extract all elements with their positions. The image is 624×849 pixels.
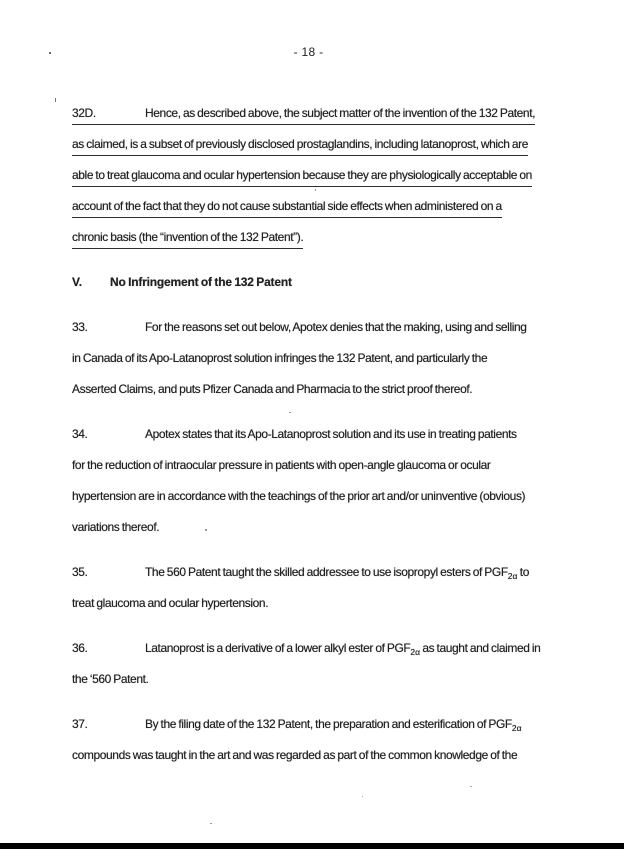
paragraph-33: [72, 312, 624, 405]
paragraph-line: [72, 160, 624, 191]
underlined-text: chronic basis (the “invention of the 132 Patent”).: [72, 230, 303, 249]
paragraph-line: [72, 191, 624, 222]
underlined-text: as claimed, is a subset of previously disclosed prostaglandins, including latanoprost, which are: [72, 137, 528, 156]
paragraph-37: [72, 709, 624, 771]
section-title: No Infringement of the 132 Patent: [110, 275, 292, 289]
paragraph-number: 36.: [72, 641, 88, 655]
paragraph-line: [72, 709, 624, 740]
section-heading-v: [72, 267, 624, 298]
paragraph-32d: [72, 98, 624, 253]
paragraph-text: For the reasons set out below, Apotex denies that the making, using and selling: [145, 320, 527, 334]
scan-speck: [315, 189, 316, 191]
paragraph-line: the ‘560 Patent.: [72, 672, 149, 686]
paragraph-line: Asserted Claims, and puts Pfizer Canada and Pharmacia to the strict proof thereof.: [72, 382, 473, 396]
underlined-text: [72, 106, 535, 125]
scan-speck: [205, 529, 207, 531]
underlined-text: able to treat glaucoma and ocular hypertension because they are physiologically acceptable on: [72, 168, 532, 187]
paragraph-line: [72, 419, 624, 450]
scan-bottom-edge-bar: [0, 843, 624, 849]
section-number: V.: [72, 275, 82, 289]
paragraph-text: By the filing date of the 132 Patent, the preparation and esterification of PGF: [145, 717, 512, 731]
paragraph-line: hypertension are in accordance with the teachings of the prior art and/or uninventive (obvious): [72, 489, 526, 503]
paragraph-line: in Canada of its Apo-Latanoprost solution infringes the 132 Patent, and particularly the: [72, 351, 488, 365]
paragraph-text: to: [517, 565, 529, 579]
paragraph-number: 35.: [72, 565, 88, 579]
paragraph-text: as taught and claimed in: [420, 641, 541, 655]
subscript-2alpha: 2α: [410, 646, 420, 657]
paragraph-35: [72, 557, 624, 619]
paragraph-34: [72, 419, 624, 543]
subscript-2alpha: 2α: [511, 722, 522, 733]
paragraph-line: [72, 557, 624, 588]
paragraph-line: compounds was taught in the art and was regarded as part of the common knowledge of the: [72, 748, 518, 762]
paragraph-number: 34.: [72, 427, 88, 441]
page-number: - 18 -: [293, 45, 324, 59]
paragraph-text: Hence, as described above, the subject matter of the invention of the 132 Patent,: [145, 106, 536, 120]
paragraph-text: Latanoprost is a derivative of a lower alkyl ester of PGF: [145, 641, 411, 655]
scan-speck: [362, 796, 363, 797]
paragraph-number: 37.: [72, 717, 88, 731]
scan-speck: [289, 412, 291, 413]
subscript-2alpha: 2α: [507, 570, 518, 581]
paragraph-text: The 560 Patent taught the skilled addressee to use isopropyl esters of PGF: [145, 565, 508, 579]
paragraph-line: [72, 633, 624, 664]
paragraph-number: 32D.: [72, 106, 96, 120]
paragraph-line: [72, 312, 624, 343]
paragraph-line: [72, 98, 624, 129]
paragraph-line: variations thereof.: [72, 520, 160, 534]
paragraph-line: [72, 222, 624, 253]
scan-speck: [210, 823, 212, 824]
paragraph-line: for the reduction of intraocular pressure in patients with open-angle glaucoma or ocular: [72, 458, 491, 472]
paragraph-number: 33.: [72, 320, 88, 334]
underlined-text: account of the fact that they do not cause substantial side effects when administered on a: [72, 199, 502, 218]
paragraph-line: treat glaucoma and ocular hypertension.: [72, 596, 269, 610]
paragraph-text: Apotex states that its Apo-Latanoprost solution and its use in treating patients: [145, 427, 517, 441]
scan-speck: [55, 98, 56, 102]
paragraph-36: [72, 633, 624, 695]
scan-speck: [49, 52, 51, 54]
heading-line: [72, 267, 624, 298]
scan-speck: [470, 786, 472, 787]
paragraph-line: [72, 129, 624, 160]
